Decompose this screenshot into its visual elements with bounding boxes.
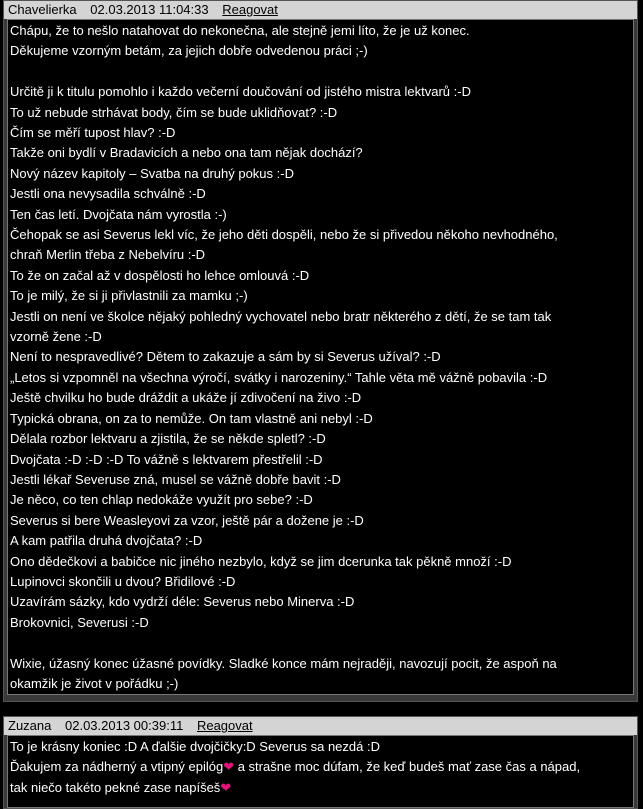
comment-line: Chápu, že to nešlo natahovat do nekonečna, ale stejně jemi líto, že je už konec. (10, 23, 470, 38)
comment-author: Zuzana (8, 718, 52, 733)
comment-line: okamžik je život v pořádku ;-) (10, 675, 179, 691)
comment-line: Ono dědečkovi a babičce nic jiného nezbylo, když se jim dcerunka tak pěkně množí :-D (10, 553, 512, 569)
comment-line: Není to nespravedlivé? Dětem to zakazuje a sám by si Severus užíval? :-D (10, 349, 441, 365)
blank-line (10, 62, 631, 82)
comment-datetime: 02.03.2013 00:39:11 (65, 718, 184, 733)
comment-line: Jestli ona nevysadila schválně :-D (10, 186, 206, 202)
comment-body (7, 19, 634, 695)
comment-line: Děkujeme vzorným betám, za jejich dobře odvedenou práci ;-) (10, 43, 368, 59)
comment-line: Takže oni bydlí v Bradavicích a nebo ona tam nějak dochází? (10, 145, 363, 161)
comment-line: Jestli lékař Severuse zná, musel se vážně dobře bavit :-D (10, 471, 341, 487)
comment-line: Čehopak se asi Severus lekl víc, že jeho děti dospěli, nebo že si přivedou někoho nevhodného, (10, 227, 558, 243)
comment-author: Chavelierka (8, 2, 77, 17)
comment-line: To je milý, že si ji přivlastnili za mamku ;-) (10, 288, 248, 304)
comment-line: „Letos si vzpomněl na všechna výročí, svátky i narozeniny.“ Tahle věta mě vážně pobavila :-D (10, 369, 548, 385)
comment-line: Lupinovci skončili u dvou? Břidilové :-D (10, 573, 236, 589)
blank-line (10, 633, 631, 653)
comment-header (4, 1, 637, 19)
comment-line: Typická obrana, on za to nemůže. On tam vlastně ani nebyl :-D (10, 410, 373, 426)
comment-line: Čím se měří tupost hlav? :-D (10, 125, 176, 141)
comment-line: Wixie, úžasný konec úžasné povídky. Sladké konce mám nejraději, navozují pocit, že aspoň na (10, 655, 557, 671)
comment-line: Severus si bere Weasleyovi za vzor, ještě pár a dožene je :-D (10, 512, 364, 528)
comment-text: a strašne moc dúfam, že keď budeš mať zase čas a nápad, (234, 759, 581, 775)
comment-line: chraň Merlin třeba z Nebelvíru :-D (10, 247, 206, 263)
comment-line: Brokovnici, Severusi :-D (10, 614, 149, 630)
comment-line: Určitě ji k titulu pomohlo i každo večerní doučování od jistého mistra lektvarů :-D (10, 84, 471, 100)
comment-line (10, 757, 631, 777)
comment-chavelierka (3, 0, 638, 702)
reply-link[interactable]: Reagovat (222, 2, 278, 17)
comment-line: Jestli on není ve školce nějaký pohledný vychovatel nebo bratr některého z dětí, že se tam tak (10, 308, 552, 324)
comment-datetime: 02.03.2013 11:04:33 (90, 2, 209, 17)
comment-header (4, 717, 637, 735)
comment-text: tak niečo takéto pekné zase napíšeš (10, 779, 221, 795)
comment-line: Ten čas letí. Dvojčata nám vyrostla :-) (10, 206, 227, 222)
comment-line: Uzavírám sázky, kdo vydrží déle: Severus nebo Minerva :-D (10, 594, 355, 610)
reply-link[interactable]: Reagovat (196, 718, 253, 733)
comment-line: Dělala rozbor lektvaru a zjistila, že se někde spletl? :-D (10, 431, 326, 447)
comment-line: To už nebude strhávat body, čím se bude uklidňovat? :-D (10, 104, 338, 120)
heart-emoticon-icon: ❤ (220, 779, 232, 795)
heart-emoticon-icon: ❤ (223, 759, 235, 775)
comment-line: vzorně žene :-D (10, 329, 102, 345)
comment-line: To je krásny koniec :D A ďalšie dvojčičky:D Severus sa nezdá :D (10, 739, 380, 754)
comment-line: Nový název kapitoly – Svatba na druhý pokus :-D (10, 165, 294, 181)
comment-line (10, 778, 631, 798)
comment-line: Ještě chvilku ho bude dráždit a ukáže jí zdivočení na živo :-D (10, 390, 362, 406)
comment-zuzana (3, 716, 638, 809)
comment-line: A kam patřila druhá dvojčata? :-D (10, 533, 203, 549)
comment-text: Ďakujem za nádherný a vtipný epilóg (10, 759, 224, 775)
comment-line: To že on začal až v dospělosti ho lehce omlouvá :-D (10, 267, 310, 283)
comment-line: Je něco, co ten chlap nedokáže využít pro sebe? :-D (10, 492, 313, 508)
comment-line: Dvojčata :-D :-D :-D To vážně s lektvarem přestřelil :-D (10, 451, 323, 467)
comment-body (7, 735, 634, 808)
